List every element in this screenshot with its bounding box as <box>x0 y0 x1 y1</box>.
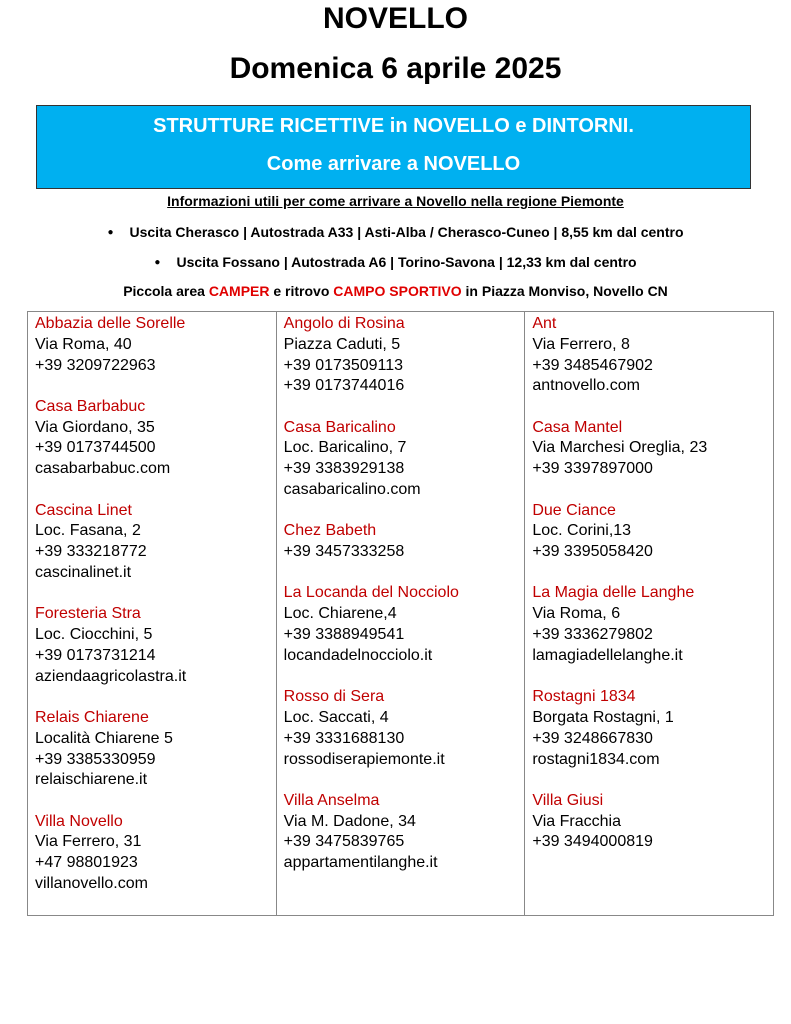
accommodation-detail: +39 0173744016 <box>283 377 405 395</box>
accommodation-detail: +39 0173509113 <box>283 356 404 374</box>
accommodation-detail: +39 3395058420 <box>532 543 653 561</box>
bullet-icon: ● <box>154 257 161 268</box>
accommodation-entry <box>284 791 525 874</box>
accommodation-name: Foresteria Stra <box>35 605 141 623</box>
accommodation-name: Villa Anselma <box>283 791 380 809</box>
accommodation-entry <box>284 521 525 563</box>
accommodation-detail: relaischiarene.it <box>35 771 148 789</box>
accommodation-name: Villa Giusi <box>532 791 604 809</box>
accommodation-entry <box>284 687 525 770</box>
banner <box>36 105 751 189</box>
accommodation-entry <box>532 314 773 397</box>
accommodation-detail: Loc. Corini,13 <box>532 522 632 540</box>
camper-info <box>0 283 791 299</box>
accommodation-detail: +39 0173731214 <box>35 646 156 664</box>
accommodation-detail: Via Giordano, 35 <box>35 418 155 436</box>
accommodation-detail: rostagni1834.com <box>532 750 660 768</box>
accommodation-detail: Loc. Saccati, 4 <box>283 708 389 726</box>
accommodation-detail: +39 3485467902 <box>532 356 653 374</box>
accommodation-detail: +47 98801923 <box>35 854 138 872</box>
accommodation-detail: +39 3457333258 <box>283 543 405 561</box>
accommodation-detail: Via M. Dadone, 34 <box>283 812 416 830</box>
event-date: Domenica 6 aprile 2025 <box>229 52 562 85</box>
accommodation-entry <box>35 314 276 376</box>
accommodation-entry <box>35 812 276 895</box>
accommodation-entry <box>532 501 773 563</box>
accommodation-detail: +39 3385330959 <box>35 750 156 768</box>
accommodation-name: Ant <box>532 315 557 332</box>
accommodation-detail: +39 3336279802 <box>532 626 653 644</box>
accommodation-entry <box>532 791 773 853</box>
accommodation-entry <box>532 687 773 770</box>
accommodation-detail: Loc. Chiarene,4 <box>283 605 397 623</box>
bullet-text: Uscita Fossano | Autostrada A6 | Torino-Savona | 12,33 km dal centro <box>176 254 637 270</box>
banner-subtitle: Come arrivare a NOVELLO <box>266 153 521 175</box>
accommodation-name: Angolo di Rosina <box>283 315 405 332</box>
accommodation-entry <box>35 501 276 584</box>
accommodation-detail: Loc. Fasana, 2 <box>35 522 141 540</box>
accommodation-name: La Magia delle Langhe <box>532 584 695 602</box>
accommodation-column <box>277 312 526 915</box>
directions-bullet-2 <box>0 254 791 270</box>
accommodation-detail: +39 3388949541 <box>283 626 405 644</box>
accommodation-name: Casa Barbabuc <box>35 397 146 415</box>
accommodation-detail: appartamentilanghe.it <box>283 854 438 872</box>
accommodation-detail: +39 3494000819 <box>532 833 653 851</box>
accommodation-detail: Via Marchesi Oreglia, 23 <box>532 439 708 457</box>
directions-bullet-1 <box>0 224 791 240</box>
accommodation-entry <box>284 314 525 397</box>
accommodation-entry <box>532 418 773 480</box>
accommodation-column <box>28 312 277 915</box>
accommodation-detail: locandadelnocciolo.it <box>283 646 433 664</box>
accommodation-detail: +39 3331688130 <box>283 729 405 747</box>
accommodation-detail: Via Ferrero, 31 <box>35 833 142 851</box>
accommodation-name: Casa Mantel <box>532 418 623 436</box>
campo-highlight: CAMPO SPORTIVO <box>333 283 462 299</box>
accommodation-detail: Via Roma, 6 <box>532 605 621 623</box>
accommodation-entry <box>35 604 276 687</box>
accommodation-entry <box>35 708 276 791</box>
camper-text: in Piazza Monviso, Novello CN <box>461 283 668 299</box>
accommodation-detail: casabarbabuc.com <box>35 460 171 478</box>
accommodation-name: Rostagni 1834 <box>532 688 636 706</box>
accommodation-detail: Loc. Ciocchini, 5 <box>35 626 153 644</box>
accommodation-name: La Locanda del Nocciolo <box>283 584 459 602</box>
accommodation-name: Relais Chiarene <box>35 708 149 726</box>
accommodation-detail: Loc. Baricalino, 7 <box>283 439 407 457</box>
accommodation-detail: casabaricalino.com <box>283 481 421 499</box>
accommodation-name: Abbazia delle Sorelle <box>35 315 186 332</box>
accommodation-detail: Via Ferrero, 8 <box>532 335 630 353</box>
accommodation-name: Chez Babeth <box>283 522 377 540</box>
page-title: NOVELLO <box>322 2 468 35</box>
accommodation-name: Cascina Linet <box>35 501 132 519</box>
camper-highlight: CAMPER <box>208 283 270 299</box>
accommodation-detail: Borgata Rostagni, 1 <box>532 708 674 726</box>
accommodation-detail: Via Roma, 40 <box>35 335 132 353</box>
accommodation-detail: +39 3209722963 <box>35 356 156 374</box>
accommodation-detail: cascinalinet.it <box>35 563 132 581</box>
accommodation-name: Due Ciance <box>532 501 616 519</box>
accommodation-detail: +39 333218772 <box>35 543 147 561</box>
accommodation-detail: aziendaagricolastra.it <box>35 667 187 685</box>
accommodation-table <box>27 311 774 916</box>
accommodation-detail: Piazza Caduti, 5 <box>283 335 401 353</box>
accommodation-detail: rossodiserapiemonte.it <box>283 750 445 768</box>
accommodation-detail: +39 3397897000 <box>532 460 653 478</box>
accommodation-name: Villa Novello <box>35 812 123 830</box>
accommodation-detail: +39 3248667830 <box>532 729 653 747</box>
accommodation-detail: antnovello.com <box>532 377 640 395</box>
accommodation-detail: Via Fracchia <box>532 812 621 830</box>
accommodation-detail: villanovello.com <box>35 875 148 893</box>
accommodation-column <box>525 312 773 915</box>
info-heading: Informazioni utili per come arrivare a Novello nella regione Piemonte <box>167 193 624 209</box>
accommodation-name: Rosso di Sera <box>283 688 385 706</box>
banner-title: STRUTTURE RICETTIVE in NOVELLO e DINTORNI. <box>153 115 634 137</box>
accommodation-detail: +39 3475839765 <box>283 833 405 851</box>
accommodation-detail: Località Chiarene 5 <box>35 729 173 747</box>
bullet-icon: ● <box>107 227 114 238</box>
accommodation-detail: lamagiadellelanghe.it <box>532 646 683 664</box>
camper-text: Piccola area <box>123 283 209 299</box>
accommodation-detail: +39 3383929138 <box>283 460 405 478</box>
accommodation-entry <box>284 418 525 501</box>
accommodation-name: Casa Baricalino <box>283 418 396 436</box>
accommodation-detail: +39 0173744500 <box>35 439 156 457</box>
accommodation-entry <box>35 397 276 480</box>
camper-text: e ritrovo <box>269 283 334 299</box>
bullet-text: Uscita Cherasco | Autostrada A33 | Asti-Alba / Cherasco-Cuneo | 8,55 km dal centro <box>129 224 684 240</box>
accommodation-entry <box>284 583 525 666</box>
accommodation-entry <box>532 583 773 666</box>
